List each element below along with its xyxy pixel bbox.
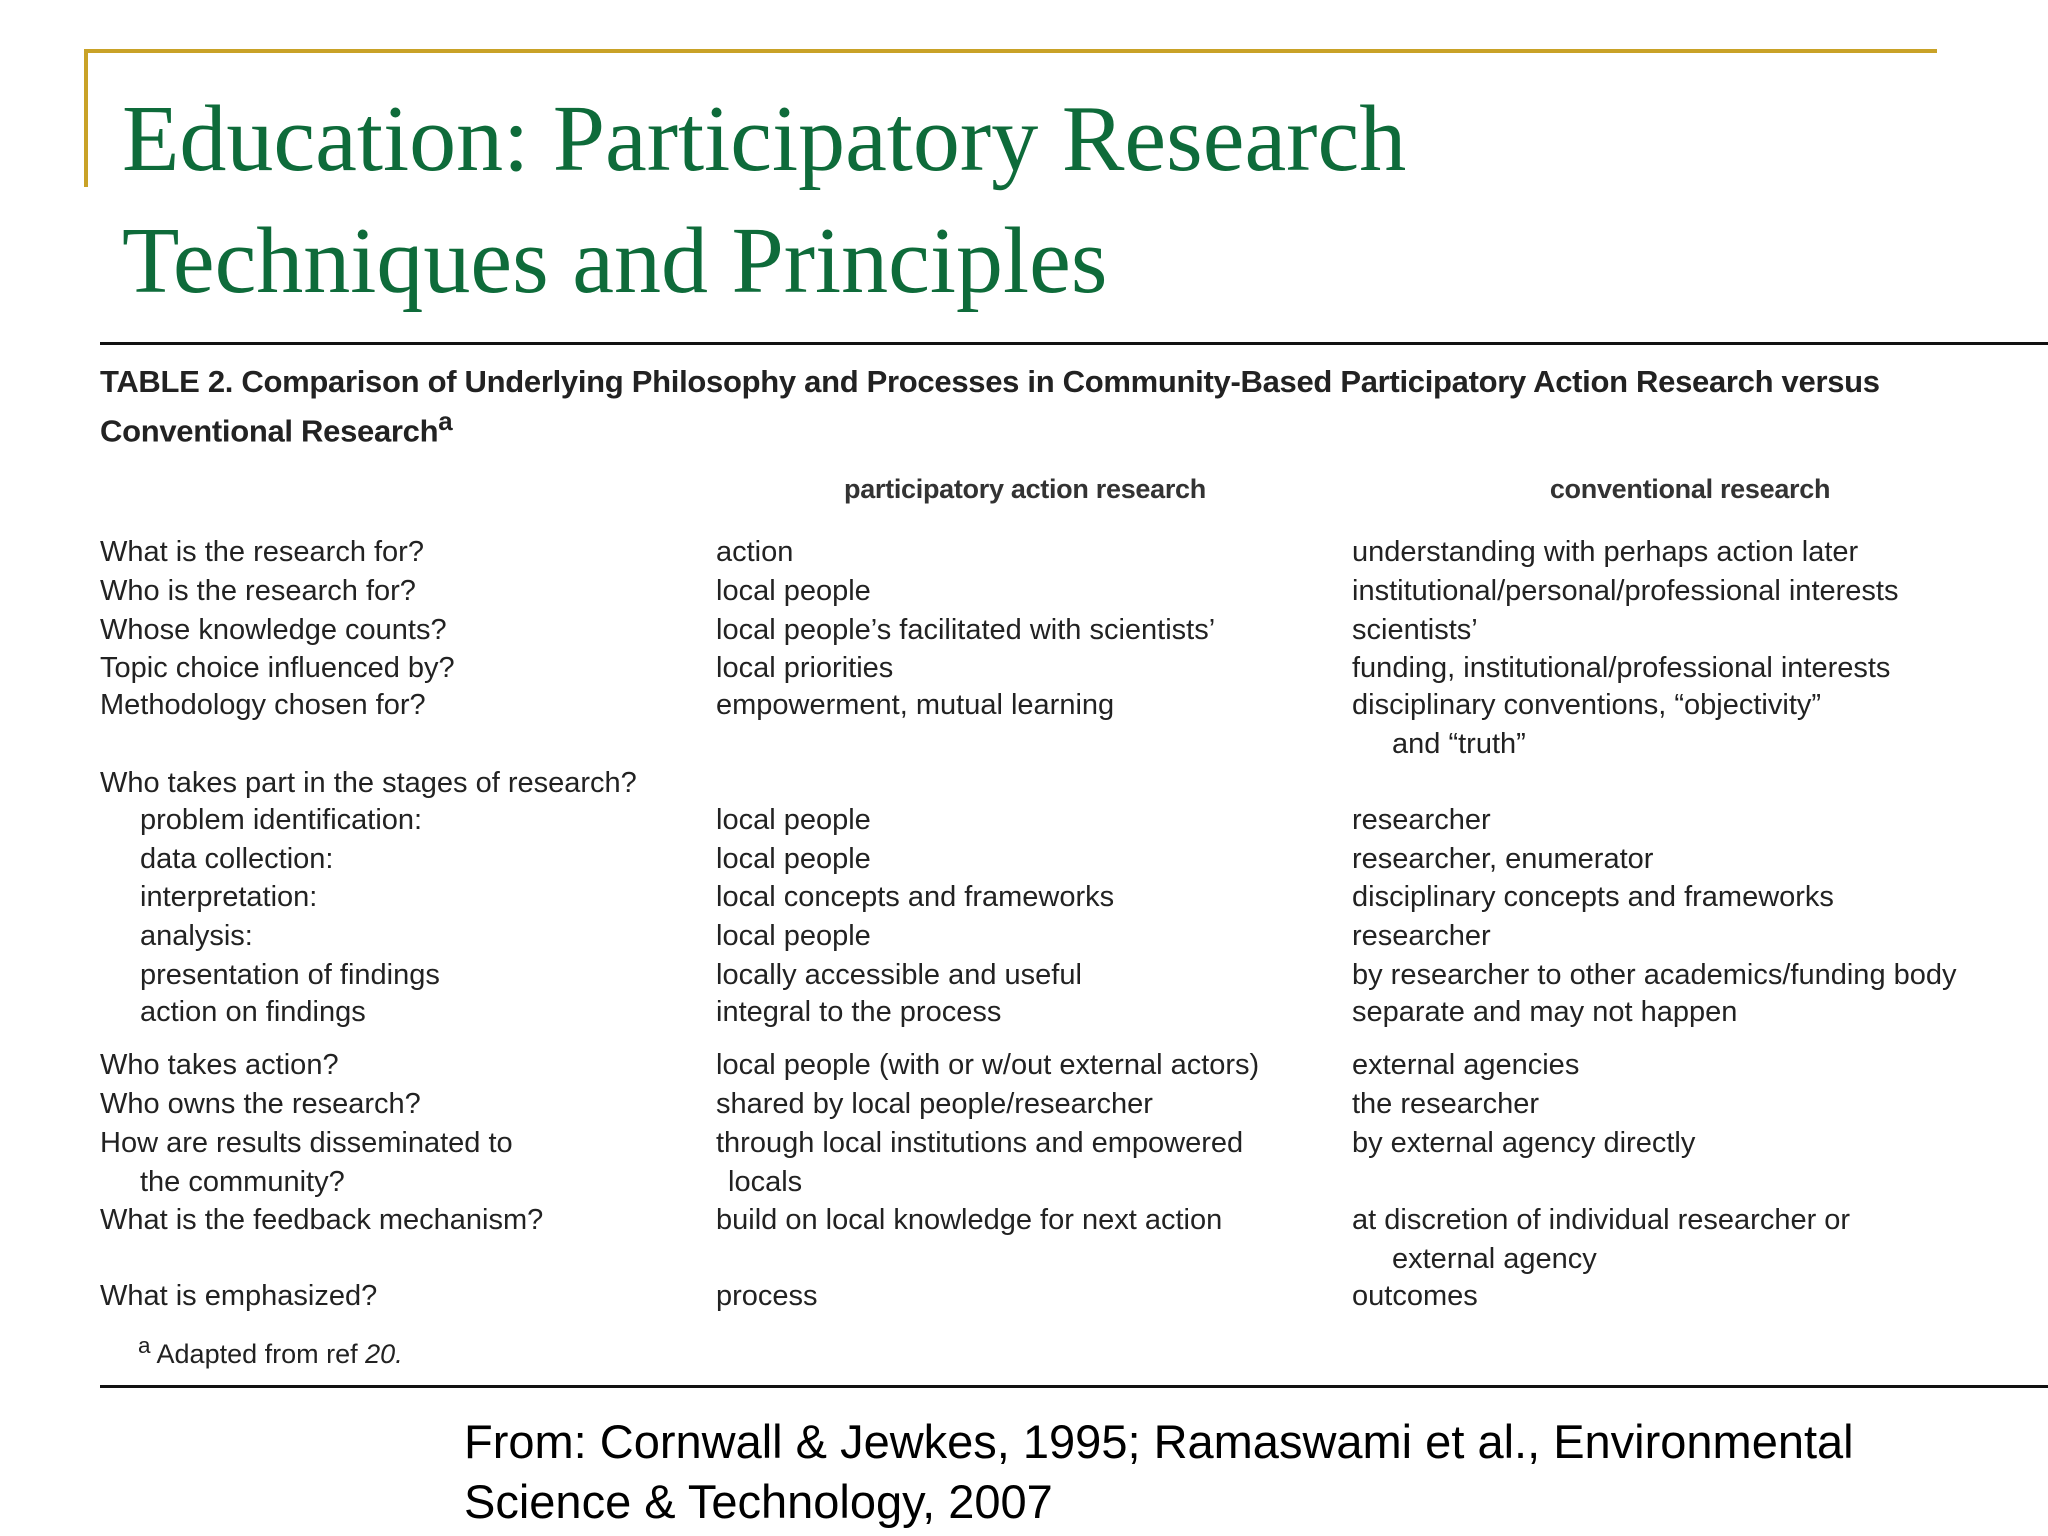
row-conventional: by external agency directly: [1352, 1127, 1696, 1159]
row-participatory: process: [716, 1280, 818, 1312]
table-row: [100, 533, 2048, 572]
row-conventional: researcher, enumerator: [1352, 843, 1654, 875]
row-question: What is the feedback mechanism?: [100, 1204, 544, 1236]
row-question: Methodology chosen for?: [100, 689, 426, 721]
table-row-group: [100, 764, 2048, 801]
row-question: What is the research for?: [100, 536, 424, 568]
table-top-rule: [100, 342, 2048, 345]
title-accent-bar: [84, 49, 88, 187]
row-conventional: outcomes: [1352, 1280, 1478, 1312]
table-row: [100, 917, 2048, 956]
row-conventional: [1352, 686, 1821, 764]
table-row: [100, 801, 2048, 840]
row-participatory: local people’s facilitated with scientists’: [716, 614, 1216, 646]
row-conventional: researcher: [1352, 804, 1491, 836]
table-row: [100, 611, 2048, 649]
row-participatory: shared by local people/researcher: [716, 1088, 1153, 1120]
table-row: [100, 686, 2048, 764]
row-conventional-line: disciplinary conventions, “objectivity”: [1352, 689, 1822, 721]
row-participatory: local concepts and frameworks: [716, 881, 1115, 913]
row-conventional-line: at discretion of individual researcher or: [1352, 1204, 1851, 1236]
row-participatory: [716, 1124, 1243, 1202]
row-conventional: funding, institutional/professional interests: [1352, 652, 1891, 684]
row-question: presentation of findings: [140, 959, 440, 991]
row-question: Topic choice influenced by?: [100, 652, 455, 684]
row-participatory: empowerment, mutual learning: [716, 689, 1115, 721]
row-question: Whose knowledge counts?: [100, 614, 447, 646]
table-row: [100, 1046, 2048, 1085]
row-participatory: local priorities: [716, 652, 894, 684]
row-question: interpretation:: [140, 881, 318, 913]
row-conventional: by researcher to other academics/funding body: [1352, 959, 1957, 991]
row-conventional: scientists’: [1352, 614, 1478, 646]
row-question: What is emphasized?: [100, 1280, 378, 1312]
table-row: [100, 649, 2048, 686]
table-row: [100, 1277, 2048, 1316]
table-row: [100, 1124, 2048, 1201]
row-conventional-continuation: external agency: [1392, 1243, 1597, 1275]
table-row: [100, 878, 2048, 917]
row-participatory-continuation: locals: [728, 1166, 803, 1198]
row-participatory: build on local knowledge for next action: [716, 1204, 1223, 1236]
table-bottom-rule: [100, 1385, 2048, 1388]
table-row: [100, 572, 2048, 611]
row-conventional: external agencies: [1352, 1049, 1580, 1081]
row-participatory: locally accessible and useful: [716, 959, 1082, 991]
row-conventional: disciplinary concepts and frameworks: [1352, 881, 1834, 913]
row-participatory: local people: [716, 804, 871, 836]
row-question: data collection:: [140, 843, 334, 875]
row-conventional: the researcher: [1352, 1088, 1539, 1120]
row-conventional: understanding with perhaps action later: [1352, 536, 1859, 568]
row-conventional: [1352, 1201, 1850, 1279]
row-question: Who takes part in the stages of research?: [100, 767, 637, 799]
row-participatory: local people (with or w/out external actors): [716, 1049, 1260, 1081]
row-question-line: How are results disseminated to: [100, 1127, 513, 1159]
row-participatory: local people: [716, 920, 871, 952]
footnote-text: Adapted from ref: [156, 1339, 358, 1369]
row-conventional: researcher: [1352, 920, 1491, 952]
column-header-participatory: participatory action research: [844, 474, 1206, 504]
row-participatory: local people: [716, 843, 871, 875]
footnote-ref: 20.: [365, 1339, 403, 1369]
table-row: [100, 956, 2048, 993]
table-row: [100, 1201, 2048, 1277]
column-header-conventional: conventional research: [1549, 474, 1831, 504]
slide-title: [122, 78, 1822, 322]
source-citation: From: Cornwall & Jewkes, 1995; Ramaswami et al., Environmental Science & Technology, 2007: [464, 1415, 1854, 1528]
table-row: [100, 840, 2048, 878]
row-participatory-line: through local institutions and empowered: [716, 1127, 1244, 1159]
table-row: [100, 993, 2048, 1046]
table-footnote: [138, 1333, 403, 1370]
table-row: [100, 1085, 2048, 1124]
row-conventional-continuation: and “truth”: [1392, 728, 1526, 760]
row-question-continuation: the community?: [140, 1166, 345, 1198]
row-participatory: local people: [716, 575, 871, 607]
row-conventional: institutional/personal/professional interests: [1352, 575, 1899, 607]
row-participatory: integral to the process: [716, 996, 1002, 1028]
title-line-2: Techniques and Principles: [122, 209, 1108, 313]
caption-text: TABLE 2. Comparison of Underlying Philosophy and Processes in Community-Based Participatory Action Research versus Conventional Research: [100, 364, 1880, 449]
title-line-1: Education: Participatory Research: [122, 87, 1407, 191]
title-accent-line: [84, 49, 1937, 53]
footnote-marker: a: [138, 1333, 151, 1358]
row-participatory: action: [716, 536, 794, 568]
row-question: action on findings: [140, 996, 366, 1028]
row-question: problem identification:: [140, 804, 423, 836]
row-conventional: separate and may not happen: [1352, 996, 1738, 1028]
row-question: Who takes action?: [100, 1049, 339, 1081]
caption-marker: a: [438, 408, 453, 436]
row-question: Who is the research for?: [100, 575, 416, 607]
row-question: Who owns the research?: [100, 1088, 421, 1120]
table-caption: [100, 362, 1950, 451]
row-question: [100, 1124, 513, 1202]
comparison-table: [100, 533, 2048, 1316]
row-question: analysis:: [140, 920, 253, 952]
